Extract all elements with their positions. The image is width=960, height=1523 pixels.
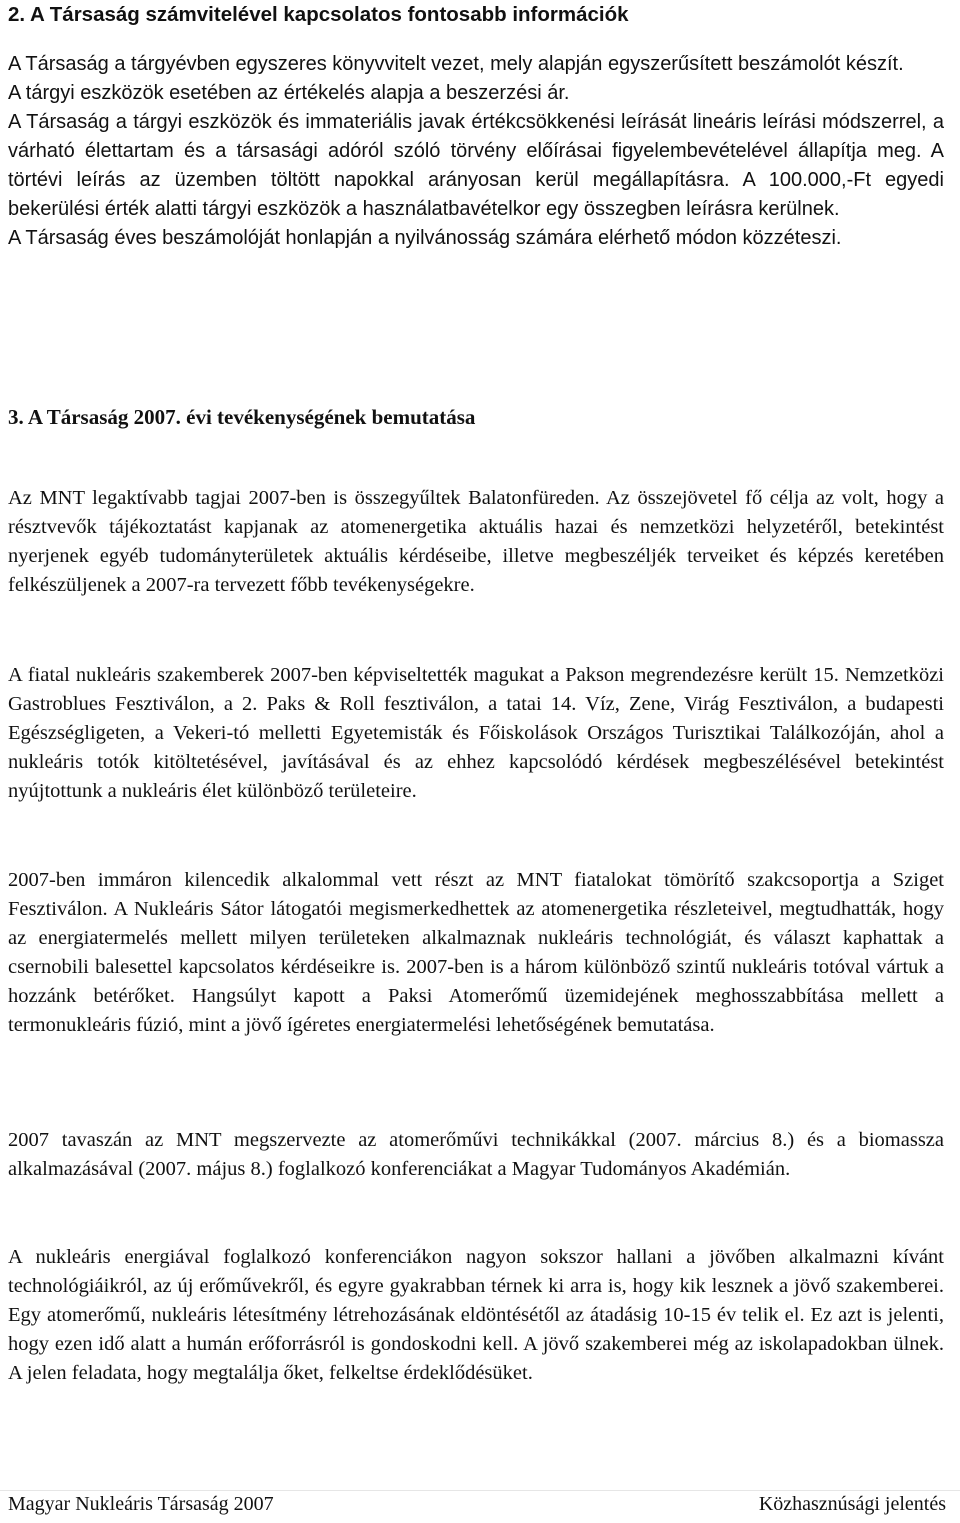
section-2 (8, 2, 944, 28)
page-footer (0, 1490, 960, 1523)
publication-paragraph: A Társaság éves beszámolóját honlapján a nyilvánosság számára elérhető módon közzéteszi. (8, 227, 842, 249)
paragraph-future: A nukleáris energiával foglalkozó konferenciákon nagyon sokszor hallani a jövőben alkalmazni kívánt technológiáikról, az új erőművekről, és egyre gyakrabban térnek ki arra is, hogy kik lesznek a jövő szakemberei. Egy atomerőmű, nukleáris létesítmény létrehozásának eldöntésétől az átadásig 10-15 év telik el. Ez azt is jelenti, hogy ezen idő alatt a humán erőforrásról is gondoskodni kell. A jövő szakemberei még az iskolapadokban ülnek. A jelen feladata, hogy megtalálja őket, felkeltse érdeklődésüket. (8, 1246, 944, 1384)
paragraph-4-block (8, 1126, 944, 1184)
intro-paragraph: A Társaság a tárgyévben egyszeres könyvvitelt vezet, mely alapján egyszerűsített beszámolót készít. (8, 53, 904, 75)
paragraph-5-block (8, 1243, 944, 1388)
valuation-paragraph: A tárgyi eszközök esetében az értékelés alapja a beszerzési ár. (8, 82, 570, 104)
paragraph-festivals: A fiatal nukleáris szakemberek 2007-ben képviseltették magukat a Pakson megrendezésre került 15. Nemzetközi Gastroblues Fesztiválon, a 2. Paks & Roll fesztiválon, a tatai 14. Víz, Zene, Virág Fesztiválon, a budapesti Egészségligeten, a Vekeri-tó melletti Egyetemisták és Főiskolások Országos Turisztikai Találkozóján, ahol a nukleáris totók kitöltetésével, javításával és az ehhez kapcsolódó kérdések megbeszélésével betekintést nyújtottunk a nukleáris élet különböző területeire. (8, 664, 944, 802)
footer-report-type: Közhasznúsági jelentés (758, 1493, 946, 1515)
footer-organization: Magyar Nukleáris Társaság 2007 (8, 1493, 274, 1515)
paragraph-2-block (8, 661, 944, 806)
paragraph-3-block (8, 866, 944, 1040)
paragraph-meeting: Az MNT legaktívabb tagjai 2007-ben is összegyűltek Balatonfüreden. Az összejövetel fő célja az volt, hogy a résztvevők tájékoztatást kapjanak az atomenergetika aktuális hazai és nemzetközi helyzetéről, betekintést nyerjenek egyéb tudományterületek aktuális kérdéseibe, illetve megbeszéljék terveiket és képzés keretében felkészüljenek a 2007-ra tervezett főbb tevékenységekre. (8, 487, 944, 596)
paragraph-conferences: 2007 tavaszán az MNT megszervezte az atomerőművi technikákkal (2007. március 8.) és a biomassza alkalmazásával (2007. május 8.) foglalkozó konferenciákat a Magyar Tudományos Akadémián. (8, 1129, 944, 1180)
section-3-heading: 3. A Társaság 2007. évi tevékenységének bemutatása (8, 405, 476, 429)
paragraph-1-block (8, 484, 944, 600)
depreciation-paragraph: A Társaság a tárgyi eszközök és immateriális javak értékcsökkenési leírását lineáris leírási módszerrel, a várható élettartam és a társasági adóról szóló törvény előírásai figyelembevételével állapítja meg. A törtévi leírás az üzemben töltött napokkal arányosan kerül megállapításra. A 100.000,-Ft egyedi bekerülési érték alatti tárgyi eszközök a használatbavételkor egy összegben leírásra kerülnek. (8, 111, 944, 220)
paragraph-sziget: 2007-ben immáron kilencedik alkalommal vett részt az MNT fiatalokat tömörítő szakcsoportja a Sziget Fesztiválon. A Nukleáris Sátor látogatói megismerkedhettek az atomenergetika részleteivel, megtudhatták, hogy az energiatermelés mellett milyen területeken alkalmaznak nukleáris technológiát, és választ kaphattak a csernobili balesettel kapcsolatos kérdéseikre is. 2007-ben is a három különböző szintű nukleáris totóval vártuk a hozzánk betérőket. Hangsúlyt kapott a Paksi Atomerőmű üzemidejének meghosszabbítása mellett a termonukleáris fúzió, mint a jövő ígéretes energiatermelési lehetőségének bemutatása. (8, 869, 944, 1036)
section-2-body (8, 50, 944, 253)
section-3-heading-wrap (8, 404, 944, 430)
section-2-heading: 2. A Társaság számvitelével kapcsolatos fontosabb információk (8, 3, 629, 26)
